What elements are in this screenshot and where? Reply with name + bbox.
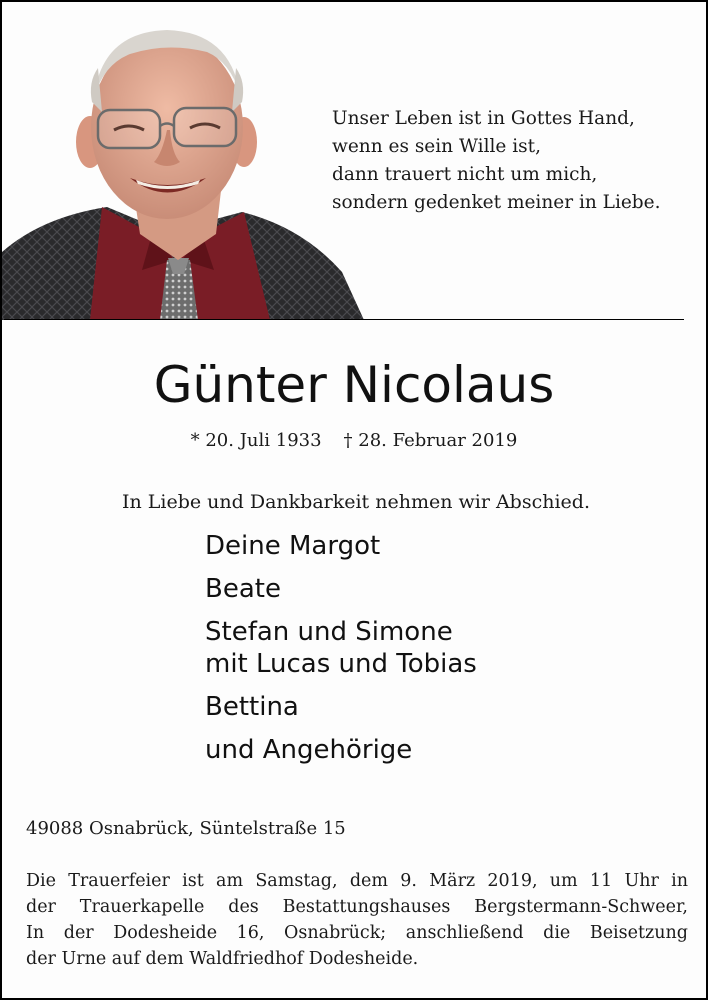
quote-line: sondern gedenket meiner in Liebe.: [332, 192, 661, 213]
notice-line: In der Dodesheide 16, Osnabrück; anschließend die Beisetzung: [26, 923, 688, 943]
deceased-name: Günter Nicolaus: [153, 356, 555, 414]
bible-quote: [332, 105, 692, 217]
funeral-notice: [26, 868, 688, 972]
portrait-photo: [2, 2, 364, 320]
quote-line: Unser Leben ist in Gottes Hand,: [332, 108, 635, 129]
notice-line: der Trauerkapelle des Bestattungshauses Bergstermann-Schweer,: [26, 897, 688, 917]
birth-date: * 20. Juli 1933: [190, 430, 322, 451]
mourner-name: und Angehörige: [205, 735, 413, 765]
mourner-name: Beate: [205, 574, 281, 604]
notice-line: Die Trauerfeier ist am Samstag, dem 9. März 2019, um 11 Uhr in: [26, 871, 688, 891]
mourners-list: [205, 530, 685, 766]
quote-line: dann trauert nicht um mich,: [332, 164, 598, 185]
notice-line: der Urne auf dem Waldfriedhof Dodesheide.: [26, 949, 419, 969]
life-dates: [2, 428, 706, 454]
family-address: 49088 Osnabrück, Süntelstraße 15: [26, 818, 346, 839]
death-date: † 28. Februar 2019: [343, 430, 518, 451]
mourner-name: mit Lucas und Tobias: [205, 649, 477, 679]
divider-line: [4, 319, 684, 320]
mourner-name: Bettina: [205, 692, 299, 722]
quote-line: wenn es sein Wille ist,: [332, 136, 541, 157]
mourner-name: Stefan und Simone: [205, 617, 453, 647]
mourner-name: Deine Margot: [205, 531, 381, 561]
farewell-line: In Liebe und Dankbarkeit nehmen wir Abschied.: [122, 491, 590, 513]
